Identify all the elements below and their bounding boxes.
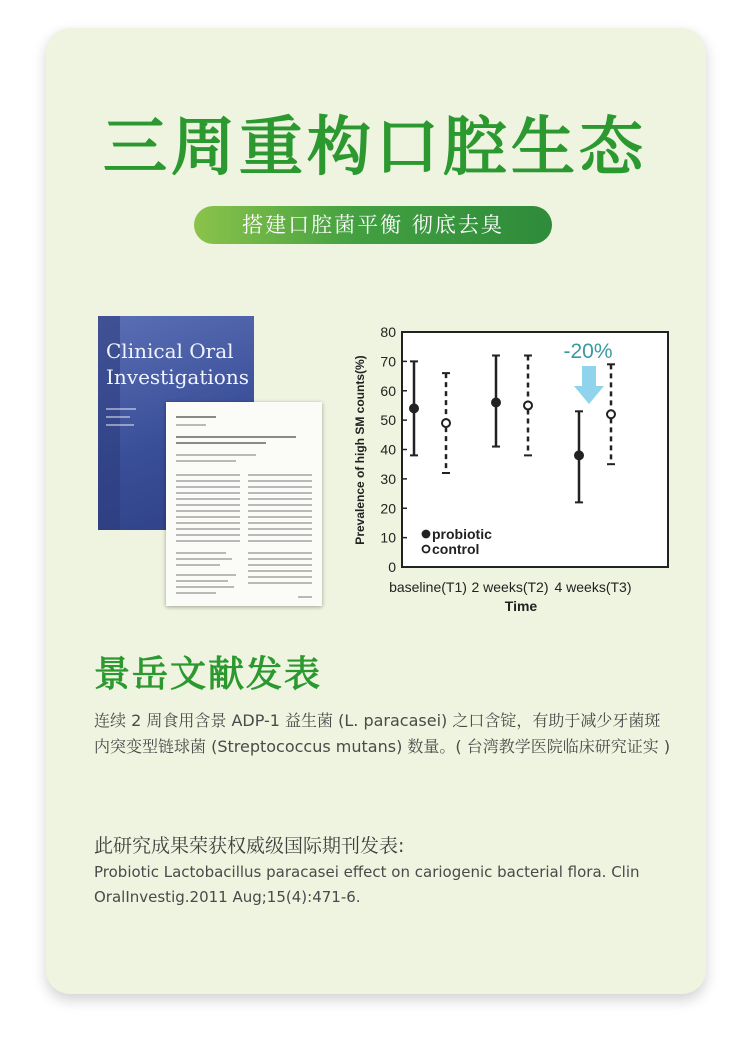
y-tick-label: 10 <box>380 529 396 546</box>
data-point-control <box>607 410 615 418</box>
legend-marker <box>423 531 430 538</box>
legend-label: control <box>432 541 480 557</box>
page-title: 三周重构口腔生态 <box>103 111 647 185</box>
data-point-control <box>524 401 532 409</box>
section-description: 连续 2 周食用含景 ADP-1 益生菌 (L. paracasei) 之口含锭，有助于减少牙菌斑内突变型链球菌 (Streptococcus mutans) 数量。( 台湾教学医院临床研究证实 ) <box>94 711 671 756</box>
y-tick-label: 50 <box>380 412 396 429</box>
reduction-label: -20% <box>563 340 613 363</box>
journal-article-page <box>166 402 322 606</box>
journal-image <box>98 316 326 608</box>
legend-label: probiotic <box>432 526 492 542</box>
data-point-probiotic <box>410 404 418 412</box>
section-title: 景岳文献发表 <box>94 654 323 695</box>
chart <box>344 320 684 620</box>
x-tick-label: baseline(T1) <box>389 579 467 595</box>
y-tick-label: 20 <box>380 500 396 517</box>
y-tick-label: 70 <box>380 353 396 370</box>
data-point-probiotic <box>575 451 583 459</box>
journal-cover-title: Clinical Oral Investigations <box>106 339 249 389</box>
y-tick-label: 80 <box>380 324 396 340</box>
x-tick-label: 4 weeks(T3) <box>554 579 632 595</box>
legend-marker <box>423 546 430 553</box>
subtitle-pill: 搭建口腔菌平衡 彻底去臭 <box>194 206 552 244</box>
x-tick-label: 2 weeks(T2) <box>471 579 549 595</box>
data-point-control <box>442 419 450 427</box>
publication-citation: Probiotic Lactobacillus paracasei effect on cariogenic bacterial flora. Clin OralInvestig.2011 Aug;15(4):471-6. <box>94 863 640 906</box>
publication-heading: 此研究成果荣获权威级国际期刊发表: <box>94 835 405 857</box>
data-point-probiotic <box>492 399 500 407</box>
y-tick-label: 30 <box>380 470 396 487</box>
y-tick-label: 40 <box>380 441 396 458</box>
y-tick-label: 60 <box>380 382 396 399</box>
y-tick-label: 0 <box>388 559 396 575</box>
y-axis-label: Prevalence of high SM counts(%) <box>353 355 367 545</box>
x-axis-label: Time <box>504 598 538 614</box>
